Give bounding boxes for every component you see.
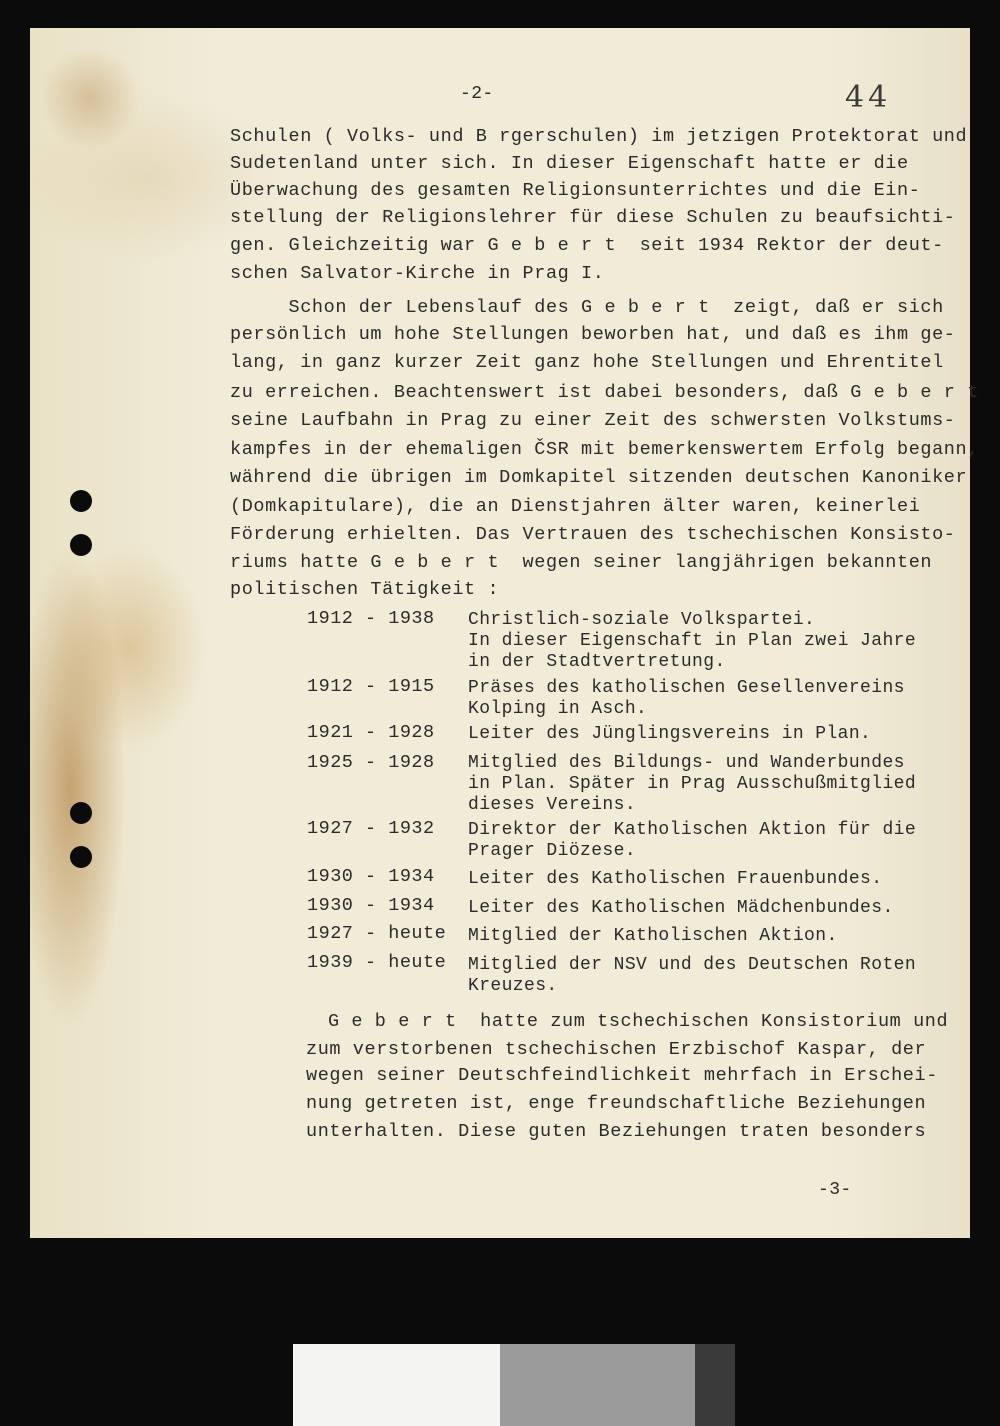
text-line: kampfes in der ehemaligen ČSR mit bemerkenswertem Erfolg begann, bbox=[230, 439, 979, 460]
activity-description: Präses des katholischen Gesellenvereins Kolping in Asch. bbox=[468, 678, 905, 719]
activity-description: Mitglied des Bildungs- und Wanderbundes in Plan. Später in Prag Ausschußmitglied dieses Vereins. bbox=[468, 753, 917, 815]
text-line: persönlich um hohe Stellungen beworben hat, und daß es ihm ge- bbox=[230, 324, 956, 345]
punch-hole bbox=[70, 490, 92, 512]
text-line: riums hatte G e b e r t wegen seiner langjährigen bekannten bbox=[230, 552, 933, 573]
text-line: G e b e r t hatte zum tschechischen Konsistorium und bbox=[328, 1011, 949, 1032]
punch-hole bbox=[70, 534, 92, 556]
text-line: gen. Gleichzeitig war G e b e r t seit 1934 Rektor der deut- bbox=[230, 235, 944, 256]
text-line: während die übrigen im Domkapitel sitzenden deutschen Kanoniker bbox=[230, 467, 968, 488]
activity-description: Leiter des Jünglingsvereins in Plan. bbox=[468, 724, 872, 744]
text-line: Schon der Lebenslauf des G e b e r t zeigt, daß er sich bbox=[230, 297, 944, 318]
activity-years: 1939 - heute bbox=[307, 952, 447, 973]
activity-description: Direktor der Katholischen Aktion für die Prager Diözese. bbox=[468, 820, 917, 861]
activity-years: 1930 - 1934 bbox=[307, 866, 435, 887]
activity-description: Leiter des Katholischen Frauenbundes. bbox=[468, 869, 883, 889]
text-line: Sudetenland unter sich. In dieser Eigenschaft hatte er die bbox=[230, 153, 909, 174]
text-line: unterhalten. Diese guten Beziehungen traten besonders bbox=[306, 1121, 927, 1142]
activity-description: Mitglied der NSV und des Deutschen Roten Kreuzes. bbox=[468, 955, 917, 996]
text-line: seine Laufbahn in Prag zu einer Zeit des schwersten Volkstums- bbox=[230, 410, 956, 431]
punch-hole bbox=[70, 802, 92, 824]
text-line: Förderung erhielten. Das Vertrauen des tschechischen Konsisto- bbox=[230, 524, 956, 545]
text-line: stellung der Religionslehrer für diese Schulen zu beaufsichti- bbox=[230, 207, 956, 228]
text-line: zum verstorbenen tschechischen Erzbischof Kaspar, der bbox=[306, 1039, 927, 1060]
punch-hole bbox=[70, 846, 92, 868]
activity-years: 1927 - heute bbox=[307, 923, 447, 944]
text-line: lang, in ganz kurzer Zeit ganz hohe Stellungen und Ehrentitel bbox=[230, 352, 944, 373]
activity-years: 1912 - 1915 bbox=[307, 676, 435, 697]
text-line: Schulen ( Volks- und B rgerschulen) im jetzigen Protektorat und bbox=[230, 126, 968, 147]
archive-folio-number: 44 bbox=[845, 80, 892, 115]
text-line: zu erreichen. Beachtenswert ist dabei besonders, daß G e b e r t bbox=[230, 382, 979, 403]
activity-years: 1930 - 1934 bbox=[307, 895, 435, 916]
next-page-marker: -3- bbox=[818, 1180, 852, 1200]
text-line: nung getreten ist, enge freundschaftliche Beziehungen bbox=[306, 1093, 927, 1114]
calibration-white-patch bbox=[293, 1344, 500, 1426]
activity-description: Christlich-soziale Volkspartei. In dieser Eigenschaft in Plan zwei Jahre in der Stadtvertretung. bbox=[468, 610, 917, 672]
calibration-dark-patch bbox=[695, 1344, 735, 1426]
activity-years: 1927 - 1932 bbox=[307, 818, 435, 839]
text-line: wegen seiner Deutschfeindlichkeit mehrfach in Erschei- bbox=[306, 1065, 938, 1086]
activity-years: 1921 - 1928 bbox=[307, 722, 435, 743]
text-line: politischen Tätigkeit : bbox=[230, 579, 500, 600]
text-line: Überwachung des gesamten Religionsunterrichtes und die Ein- bbox=[230, 180, 921, 201]
activity-description: Leiter des Katholischen Mädchenbundes. bbox=[468, 898, 894, 918]
text-line: schen Salvator-Kirche in Prag I. bbox=[230, 263, 605, 284]
page-number: -2- bbox=[460, 84, 494, 104]
activity-years: 1912 - 1938 bbox=[307, 608, 435, 629]
calibration-gray-patch bbox=[500, 1344, 695, 1426]
text-line: (Domkapitulare), die an Dienstjahren älter waren, keinerlei bbox=[230, 496, 921, 517]
activity-years: 1925 - 1928 bbox=[307, 752, 435, 773]
activity-description: Mitglied der Katholischen Aktion. bbox=[468, 926, 838, 946]
